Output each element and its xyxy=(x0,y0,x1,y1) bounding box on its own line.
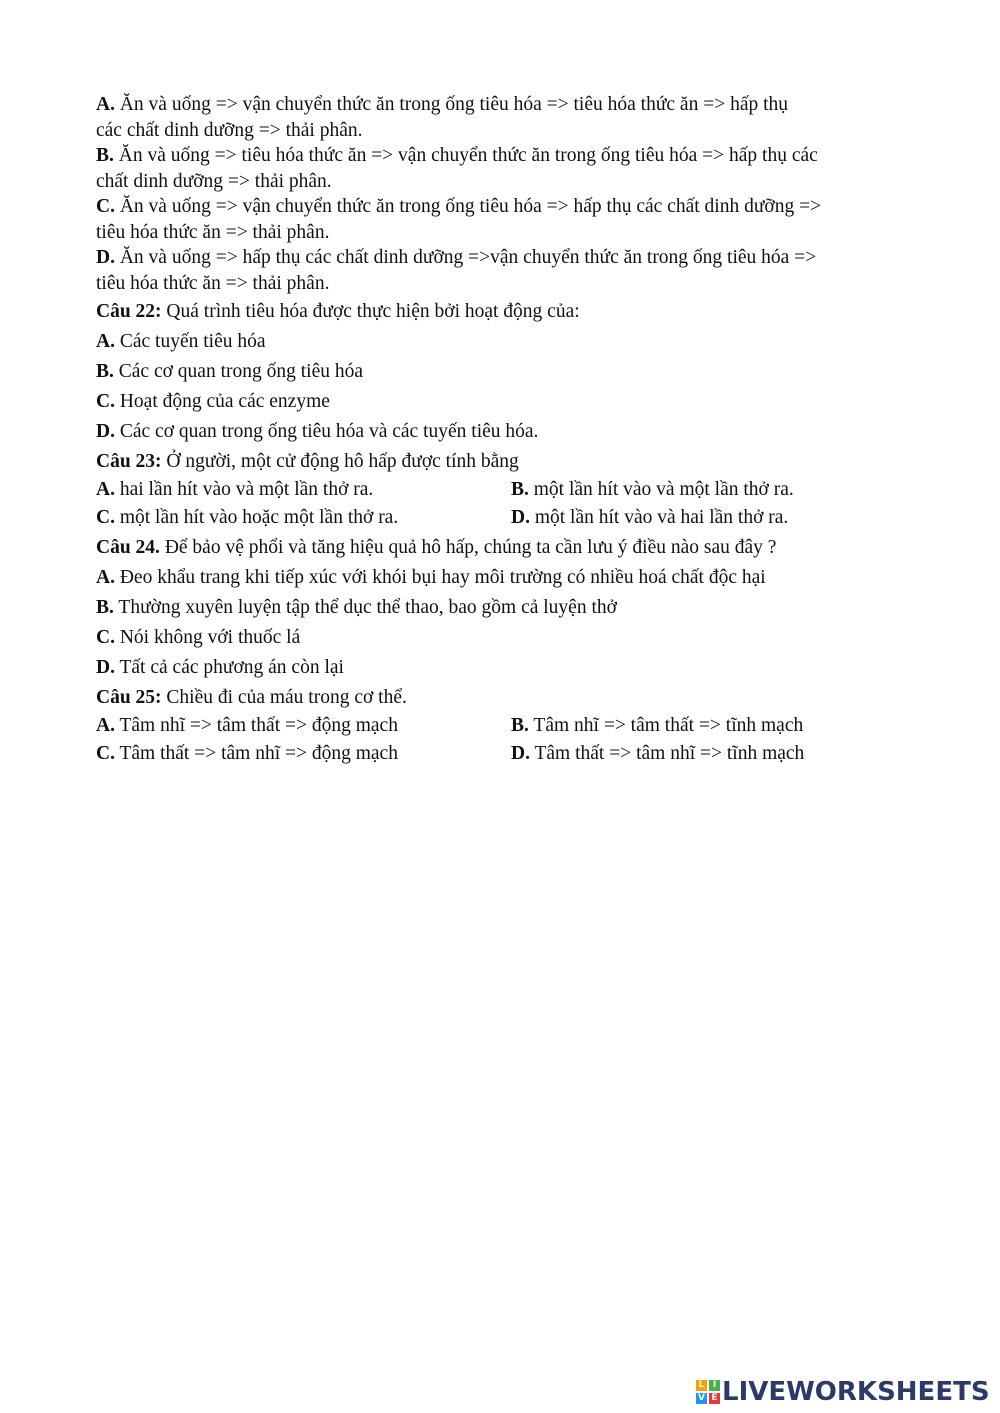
q22-option-a: A. Các tuyến tiêu hóa xyxy=(96,331,266,352)
liveworksheets-logo xyxy=(696,1378,990,1406)
question-22: Câu 22: Quá trình tiêu hóa được thực hiện bởi hoạt động của: xyxy=(96,301,580,322)
q21-option-a: A. Ăn và uống => vận chuyển thức ăn trong ống tiêu hóa => tiêu hóa thức ăn => hấp thụ các chất dinh dưỡng => thải phân. xyxy=(96,94,789,141)
q23-option-d: D. một lần hít vào và hai lần thở ra. xyxy=(511,507,789,528)
logo-tile-v: V xyxy=(696,1393,707,1404)
logo-tile-e: E xyxy=(709,1393,720,1404)
q25-option-c: C. Tâm thất => tâm nhĩ => động mạch xyxy=(96,743,398,764)
question-25: Câu 25: Chiều đi của máu trong cơ thể. xyxy=(96,687,407,708)
q22-option-d: D. Các cơ quan trong ống tiêu hóa và các tuyến tiêu hóa. xyxy=(96,421,539,442)
q25-option-b: B. Tâm nhĩ => tâm thất => tĩnh mạch xyxy=(511,715,804,736)
logo-tile-l: L xyxy=(696,1380,707,1391)
q23-option-a: A. hai lần hít vào và một lần thở ra. xyxy=(96,479,374,500)
q21-option-b: B. Ăn và uống => tiêu hóa thức ăn => vận chuyển thức ăn trong ống tiêu hóa => hấp thụ các chất dinh dưỡng => thải phân. xyxy=(96,145,818,192)
q24-option-a: A. Đeo khẩu trang khi tiếp xúc với khói bụi hay môi trường có nhiều hoá chất độc hại xyxy=(96,567,766,588)
q23-options-row-2 xyxy=(96,504,926,532)
logo-text: LIVEWORKSHEETS xyxy=(722,1377,990,1407)
q25-options-row-1 xyxy=(96,712,926,740)
q25-option-a: A. Tâm nhĩ => tâm thất => động mạch xyxy=(96,715,398,736)
q21-option-d: D. Ăn và uống => hấp thụ các chất dinh dưỡng =>vận chuyển thức ăn trong ống tiêu hóa => tiêu hóa thức ăn => thải phân. xyxy=(96,247,817,294)
question-24: Câu 24. Để bảo vệ phổi và tăng hiệu quả hô hấp, chúng ta cần lưu ý điều nào sau đây ? xyxy=(96,537,777,558)
q24-option-c: C. Nói không với thuốc lá xyxy=(96,627,301,648)
worksheet-page xyxy=(96,92,926,768)
q24-option-b: B. Thường xuyên luyện tập thể dục thể thao, bao gồm cả luyện thở xyxy=(96,597,617,618)
question-23: Câu 23: Ở người, một cử động hô hấp được tính bằng xyxy=(96,451,519,472)
q22-option-c: C. Hoạt động của các enzyme xyxy=(96,391,330,412)
liveworksheets-logo-icon xyxy=(696,1380,720,1404)
logo-tile-i: I xyxy=(709,1380,720,1391)
q23-option-c: C. một lần hít vào hoặc một lần thở ra. xyxy=(96,507,399,528)
q25-option-d: D. Tâm thất => tâm nhĩ => tĩnh mạch xyxy=(511,743,805,764)
q24-option-d: D. Tất cả các phương án còn lại xyxy=(96,657,344,678)
q25-options-row-2 xyxy=(96,740,926,768)
q22-option-b: B. Các cơ quan trong ống tiêu hóa xyxy=(96,361,364,382)
q23-option-b: B. một lần hít vào và một lần thở ra. xyxy=(511,479,794,500)
q21-option-c: C. Ăn và uống => vận chuyển thức ăn trong ống tiêu hóa => hấp thụ các chất dinh dưỡng => tiêu hóa thức ăn => thải phân. xyxy=(96,196,822,243)
q23-options-row-1 xyxy=(96,476,926,504)
